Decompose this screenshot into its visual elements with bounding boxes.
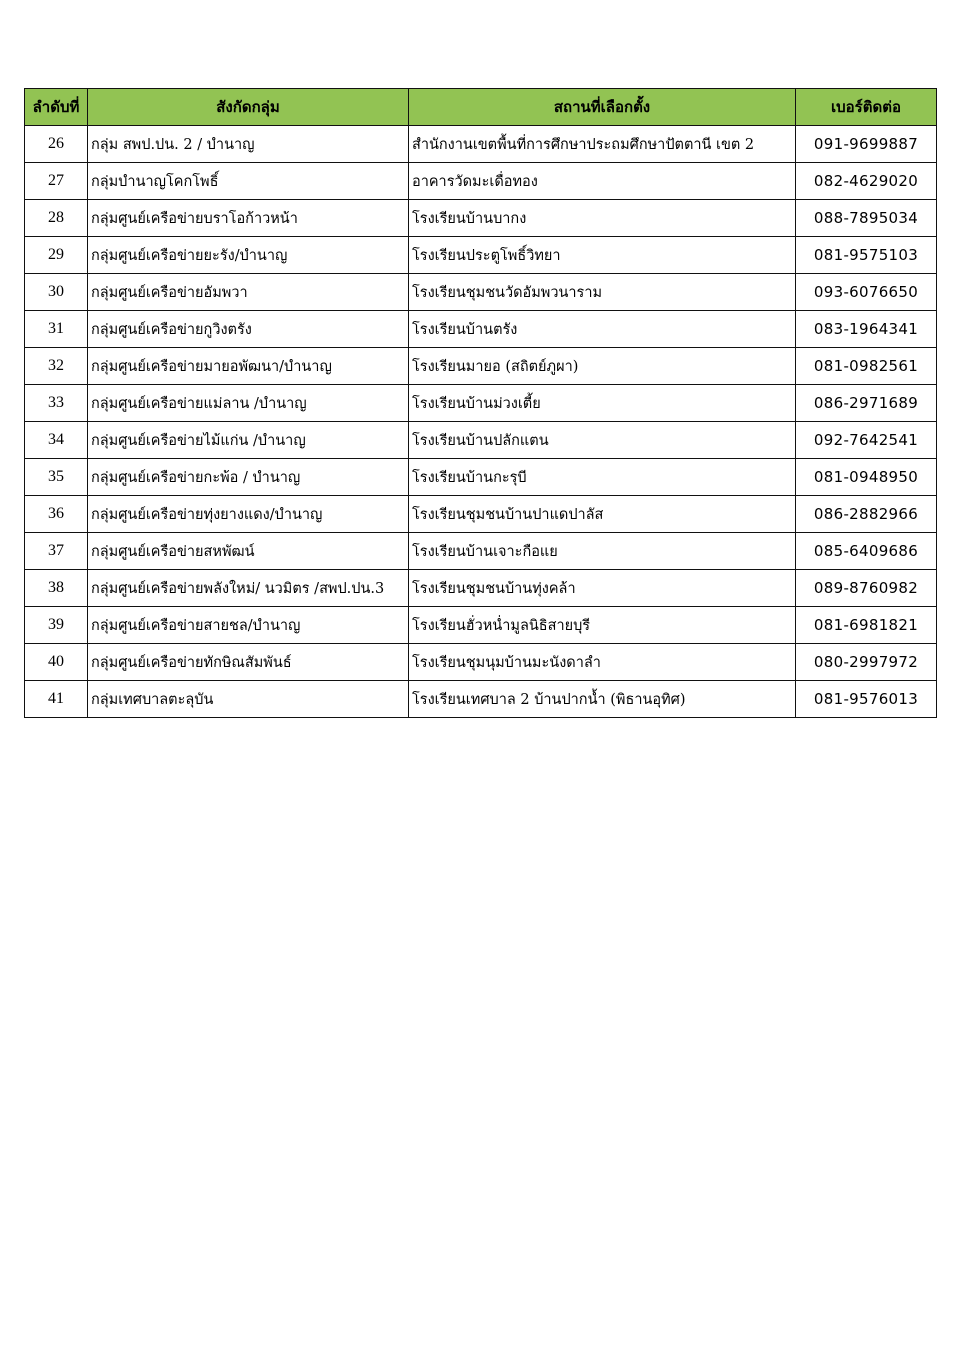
phone-cell: 081-9575103 [796,237,937,274]
row-number-cell: 27 [25,163,88,200]
phone-cell: 081-0982561 [796,348,937,385]
row-number-cell: 38 [25,570,88,607]
place-cell: โรงเรียนประตูโพธิ์วิทยา [409,237,796,274]
group-cell: กลุ่มศูนย์เครือข่ายกูวิงตรัง [88,311,409,348]
place-cell: สำนักงานเขตพื้นที่การศึกษาประถมศึกษาปัตตานี เขต 2 [409,126,796,163]
group-cell: กลุ่มศูนย์เครือข่ายไม้แก่น /บำนาญ [88,422,409,459]
table-row [25,348,937,385]
place-cell: โรงเรียนบ้านม่วงเตี้ย [409,385,796,422]
place-cell: โรงเรียนชุมชนบ้านทุ่งคล้า [409,570,796,607]
table-row [25,237,937,274]
row-number-cell: 30 [25,274,88,311]
table-row [25,126,937,163]
phone-cell: 086-2971689 [796,385,937,422]
table-row [25,644,937,681]
group-cell: กลุ่มศูนย์เครือข่ายพลังใหม่/ นวมิตร /สพป.ปน.3 [88,570,409,607]
place-cell: โรงเรียนชุมนุมบ้านมะนังดาลำ [409,644,796,681]
row-number-cell: 28 [25,200,88,237]
table-row [25,311,937,348]
table-header-row [25,89,937,126]
header-phone: เบอร์ติดต่อ [796,89,937,126]
place-cell: โรงเรียนชุมชนวัดอัมพวนาราม [409,274,796,311]
group-cell: กลุ่มศูนย์เครือข่ายยะรัง/บำนาญ [88,237,409,274]
row-number-cell: 33 [25,385,88,422]
table-row [25,496,937,533]
group-cell: กลุ่มศูนย์เครือข่ายกะพ้อ / บำนาญ [88,459,409,496]
phone-cell: 086-2882966 [796,496,937,533]
row-number-cell: 32 [25,348,88,385]
table-row [25,533,937,570]
row-number-cell: 40 [25,644,88,681]
row-number-cell: 39 [25,607,88,644]
table-body [25,126,937,718]
phone-cell: 092-7642541 [796,422,937,459]
table-row [25,681,937,718]
group-cell: กลุ่มศูนย์เครือข่ายบราโอก้าวหน้า [88,200,409,237]
table-row [25,163,937,200]
group-cell: กลุ่มบำนาญโคกโพธิ์ [88,163,409,200]
place-cell: โรงเรียนบ้านปลักแตน [409,422,796,459]
election-location-table [24,88,937,718]
phone-cell: 083-1964341 [796,311,937,348]
phone-cell: 081-0948950 [796,459,937,496]
group-cell: กลุ่ม สพป.ปน. 2 / บำนาญ [88,126,409,163]
place-cell: โรงเรียนบ้านเจาะกือแย [409,533,796,570]
row-number-cell: 41 [25,681,88,718]
group-cell: กลุ่มศูนย์เครือข่ายสหพัฒน์ [88,533,409,570]
header-place: สถานที่เลือกตั้ง [409,89,796,126]
table-row [25,570,937,607]
phone-cell: 093-6076650 [796,274,937,311]
phone-cell: 089-8760982 [796,570,937,607]
phone-cell: 088-7895034 [796,200,937,237]
place-cell: โรงเรียนชุมชนบ้านปาแดปาลัส [409,496,796,533]
group-cell: กลุ่มศูนย์เครือข่ายทุ่งยางแดง/บำนาญ [88,496,409,533]
row-number-cell: 35 [25,459,88,496]
place-cell: โรงเรียนมายอ (สถิตย์ภูผา) [409,348,796,385]
table-row [25,200,937,237]
group-cell: กลุ่มศูนย์เครือข่ายอัมพวา [88,274,409,311]
phone-cell: 091-9699887 [796,126,937,163]
header-group: สังกัดกลุ่ม [88,89,409,126]
group-cell: กลุ่มศูนย์เครือข่ายแม่ลาน /บำนาญ [88,385,409,422]
table-row [25,385,937,422]
group-cell: กลุ่มเทศบาลตะลุบัน [88,681,409,718]
group-cell: กลุ่มศูนย์เครือข่ายทักษิณสัมพันธ์ [88,644,409,681]
row-number-cell: 37 [25,533,88,570]
table-row [25,459,937,496]
phone-cell: 081-9576013 [796,681,937,718]
place-cell: โรงเรียนฮั่วหน่ำมูลนิธิสายบุรี [409,607,796,644]
place-cell: อาคารวัดมะเดื่อทอง [409,163,796,200]
phone-cell: 085-6409686 [796,533,937,570]
row-number-cell: 29 [25,237,88,274]
phone-cell: 080-2997972 [796,644,937,681]
place-cell: โรงเรียนบ้านกะรุบี [409,459,796,496]
header-no: ลำดับที่ [25,89,88,126]
phone-cell: 081-6981821 [796,607,937,644]
group-cell: กลุ่มศูนย์เครือข่ายมายอพัฒนา/บำนาญ [88,348,409,385]
row-number-cell: 34 [25,422,88,459]
table-row [25,274,937,311]
place-cell: โรงเรียนบ้านบากง [409,200,796,237]
table-row [25,607,937,644]
place-cell: โรงเรียนเทศบาล 2 บ้านปากน้ำ (พิธานอุทิศ) [409,681,796,718]
table-row [25,422,937,459]
row-number-cell: 31 [25,311,88,348]
group-cell: กลุ่มศูนย์เครือข่ายสายชล/บำนาญ [88,607,409,644]
place-cell: โรงเรียนบ้านตรัง [409,311,796,348]
row-number-cell: 26 [25,126,88,163]
phone-cell: 082-4629020 [796,163,937,200]
row-number-cell: 36 [25,496,88,533]
